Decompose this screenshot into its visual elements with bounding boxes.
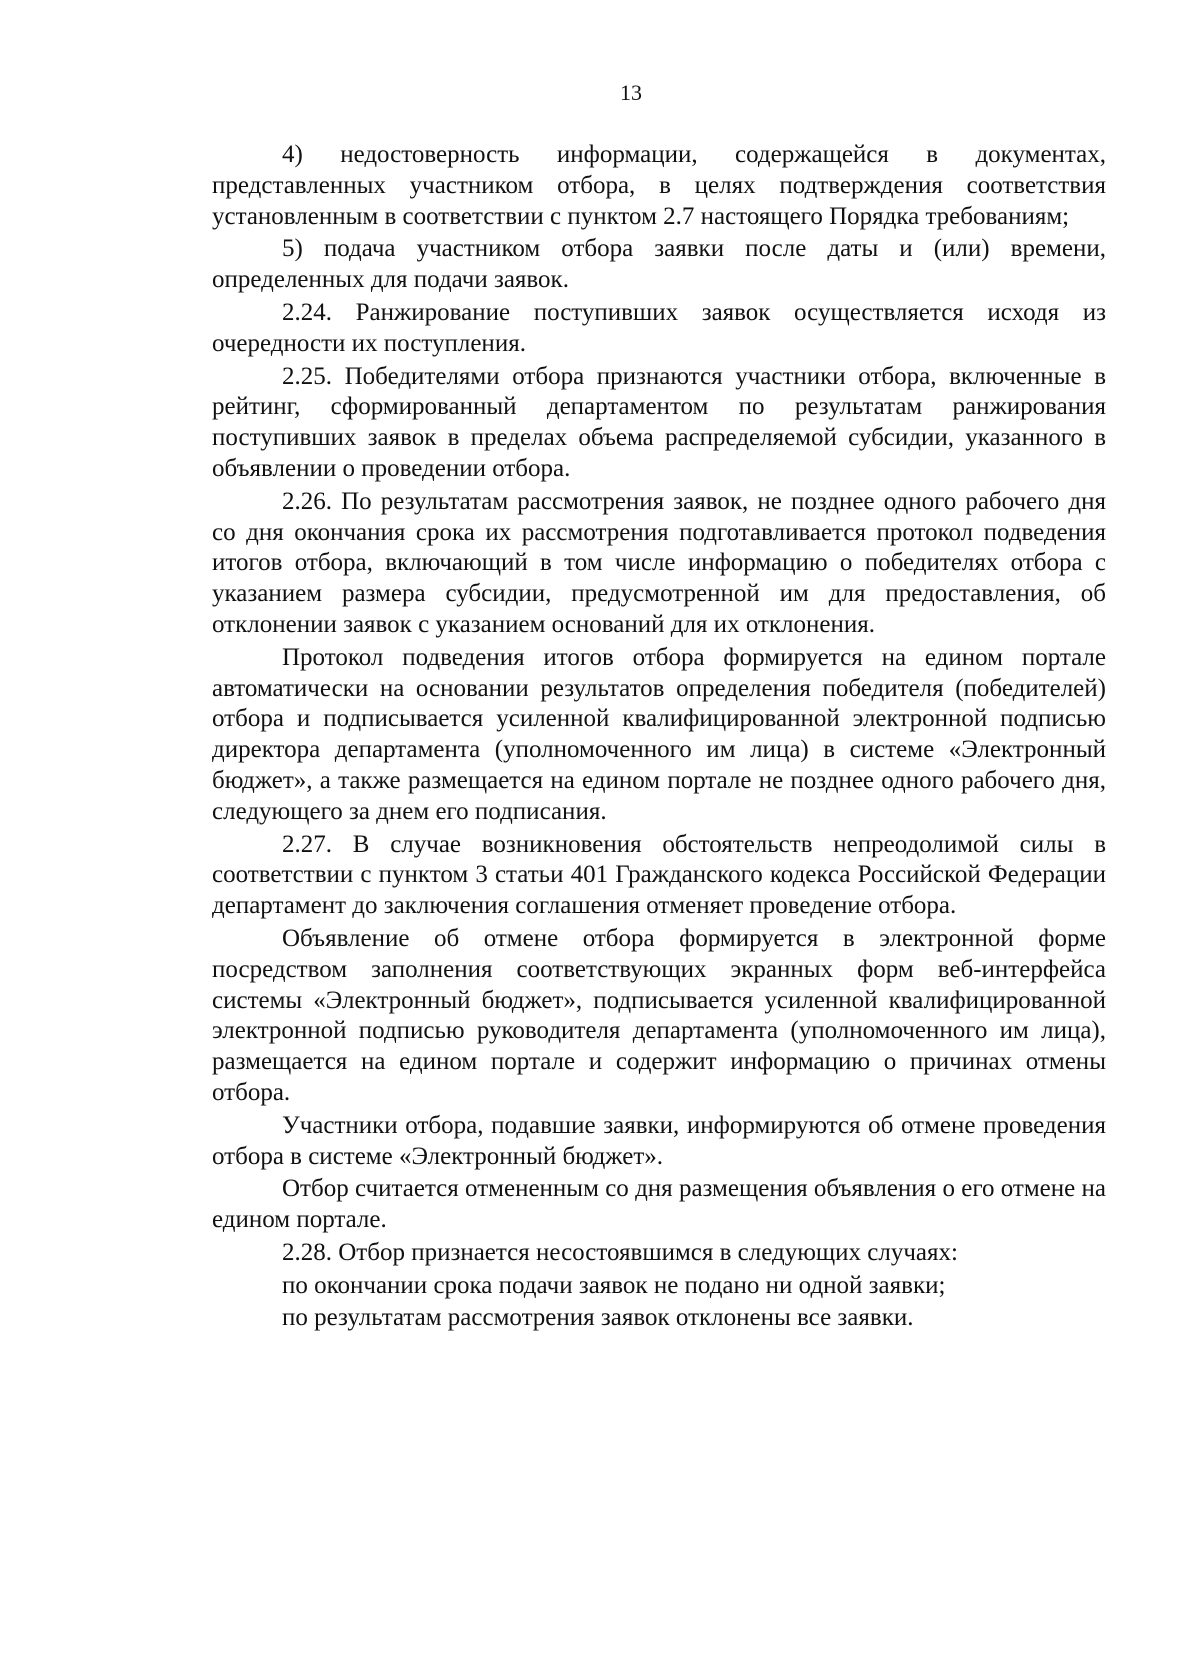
paragraph-all-rejected: по результатам рассмотрения заявок отклонены все заявки. [282,1304,914,1332]
paragraph-protocol: Протокол подведения итогов отбора формируется на едином портале автоматически на основании результатов определения победителя (победителей) отбора и подписывается усиленной квалифицированной электронной подписью директора департамента (уполномоченного им лица) в системе «Электронный бюджет», а также размещается на едином портале не позднее одного рабочего дня, следующего за днем его подписания. [212,643,1106,825]
paragraph-cancellation-notice: Объявление об отмене отбора формируется в электронной форме посредством заполнения соответствующих экранных форм веб-интерфейса системы «Электронный бюджет», подписывается усиленной квалифицированной электронной подписью руководителя департамента (уполномоченного им лица), размещается на едином портале и содержит информацию о причинах отмены отбора. [212,924,1106,1106]
paragraph-no-applications: по окончании срока подачи заявок не подано ни одной заявки; [282,1271,946,1299]
paragraph-2-28: 2.28. Отбор признается несостоявшимся в следующих случаях: [282,1238,958,1266]
paragraph-participants-informed: Участники отбора, подавшие заявки, информируются об отмене проведения отбора в системе «Электронный бюджет». [212,1111,1106,1170]
paragraph-item-5: 5) подача участником отбора заявки после даты и (или) времени, определенных для подачи заявок. [212,235,1106,294]
page-number: 13 [620,80,642,105]
paragraph-2-25: 2.25. Победителями отбора признаются участники отбора, включенные в рейтинг, сформированный департаментом по результатам ранжирования поступивших заявок в пределах объема распределяемой субсидии, указанного в объявлении о проведении отбора. [212,362,1106,482]
paragraph-2-24: 2.24. Ранжирование поступивших заявок осуществляется исходя из очередности их поступления. [212,298,1106,357]
paragraph-2-27: 2.27. В случае возникновения обстоятельств непреодолимой силы в соответствии с пунктом 3 статьи 401 Гражданского кодекса Российской Федерации департамент до заключения соглашения отменяет проведение отбора. [212,830,1106,920]
document-body [212,140,1106,1336]
paragraph-item-4: 4) недостоверность информации, содержащейся в документах, представленных участником отбора, в целях подтверждения соответствия установленным в соответствии с пунктом 2.7 настоящего Порядка требованиям; [212,141,1106,230]
paragraph-cancellation-date: Отбор считается отмененным со дня размещения объявления о его отмене на едином портале. [212,1175,1106,1234]
paragraph-2-26: 2.26. По результатам рассмотрения заявок, не позднее одного рабочего дня со дня окончания срока их рассмотрения подготавливается протокол подведения итогов отбора, включающий в том числе информацию о победителях отбора с указанием размера субсидии, предусмотренной им для предоставления, об отклонении заявок с указанием оснований для их отклонения. [212,487,1106,638]
